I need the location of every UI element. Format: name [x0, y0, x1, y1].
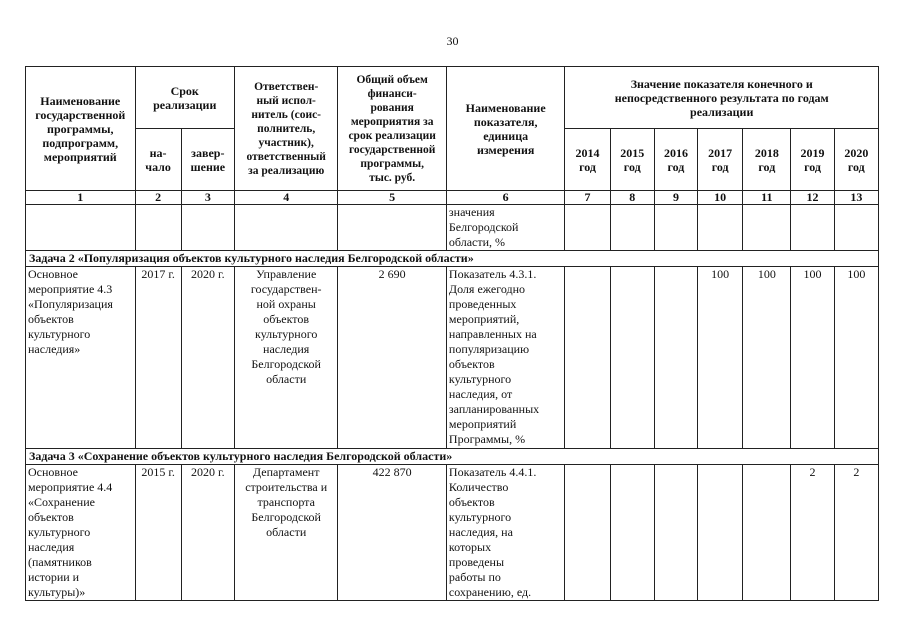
task-3-value-2020: 2: [834, 465, 878, 601]
task-3-end: 2020 г.: [181, 465, 234, 601]
column-number: 6: [446, 191, 565, 205]
column-number: 10: [698, 191, 743, 205]
task-2-value-2014: [565, 267, 610, 449]
column-number: 8: [610, 191, 654, 205]
task-2-row: [26, 267, 879, 449]
header-responsible: [234, 67, 337, 191]
task-3-name: Основное мероприятие 4.4 «Сохранение объектов культурного наследия (памятников истории и культуры)»: [26, 465, 136, 601]
task-2-value-2019: 100: [791, 267, 834, 449]
task-3-value-2016: [654, 465, 697, 601]
task-2-value-2017: 100: [698, 267, 743, 449]
header-year-2018: 2018 год: [743, 129, 791, 191]
header-row-1: [26, 67, 879, 129]
continuation-row: [26, 205, 879, 251]
task-3-responsible: Департамент строительства и транспорта Белгородской области: [234, 465, 337, 601]
task-2-title: Задача 2 «Популяризация объектов культурного наследия Белгородской области»: [26, 251, 879, 267]
column-number: 13: [834, 191, 878, 205]
header-volume: Общий объем финанси- рования мероприятия за срок реализации государственной программы, тыс. руб.: [338, 67, 446, 191]
header-name: Наименование государственной программы, подпрограмм, мероприятий: [26, 67, 136, 191]
header-indicator: Наименование показателя, единица измерения: [446, 67, 565, 191]
task-2-value-2018: 100: [743, 267, 791, 449]
task-2-name: Основное мероприятие 4.3 «Популяризация объектов культурного наследия»: [26, 267, 136, 449]
task-3-start: 2015 г.: [135, 465, 181, 601]
column-number: 2: [135, 191, 181, 205]
header-year-2017: 2017 год: [698, 129, 743, 191]
task-2-start: 2017 г.: [135, 267, 181, 449]
page-number: 30: [446, 34, 459, 48]
task-3-value-2018: [743, 465, 791, 601]
task-3-volume: 422 870: [338, 465, 446, 601]
header-year-2015: 2015 год: [610, 129, 654, 191]
task-3-title: Задача 3 «Сохранение объектов культурного наследия Белгородской области»: [26, 449, 879, 465]
task-3-title-row: [26, 449, 879, 465]
program-table: [25, 66, 879, 601]
task-2-value-2015: [610, 267, 654, 449]
continuation-indicator: значения Белгородской области, %: [446, 205, 565, 251]
header-term: Срок реализации: [135, 67, 234, 129]
column-number-row: [26, 191, 879, 205]
header-end: завер- шение: [181, 129, 234, 191]
column-number: 4: [234, 191, 337, 205]
column-number: 11: [743, 191, 791, 205]
task-2-responsible: Управление государствен- ной охраны объектов культурного наследия Белгородской области: [234, 267, 337, 449]
column-number: 12: [791, 191, 834, 205]
header-year-2019: 2019 год: [791, 129, 834, 191]
header-year-2014: 2014 год: [565, 129, 610, 191]
column-number: 3: [181, 191, 234, 205]
task-2-value-2020: 100: [834, 267, 878, 449]
header-start: на- чало: [135, 129, 181, 191]
task-2-volume: 2 690: [338, 267, 446, 449]
task-3-value-2014: [565, 465, 610, 601]
column-number: 7: [565, 191, 610, 205]
task-3-row: [26, 465, 879, 601]
header-year-2016: 2016 год: [654, 129, 697, 191]
header-values: Значение показателя конечного и непосредственного результата по годам реализации: [565, 67, 879, 129]
column-number: 1: [26, 191, 136, 205]
task-3-indicator: Показатель 4.4.1. Количество объектов культурного наследия, на которых проведены работы по сохранению, ед.: [446, 465, 565, 601]
column-number: 5: [338, 191, 446, 205]
header-year-2020: 2020 год: [834, 129, 878, 191]
task-2-value-2016: [654, 267, 697, 449]
task-3-value-2017: [698, 465, 743, 601]
task-3-value-2019: 2: [791, 465, 834, 601]
task-2-end: 2020 г.: [181, 267, 234, 449]
task-3-value-2015: [610, 465, 654, 601]
task-2-title-row: [26, 251, 879, 267]
header-responsible-text: Ответствен- ный испол- нитель (соис- полнитель, участник), ответственный за реализацию: [246, 80, 326, 177]
column-number: 9: [654, 191, 697, 205]
task-2-indicator: Показатель 4.3.1. Доля ежегодно проведенных мероприятий, направленных на популяризацию объектов культурного наследия, от запланированных мероприятий Программы, %: [446, 267, 565, 449]
